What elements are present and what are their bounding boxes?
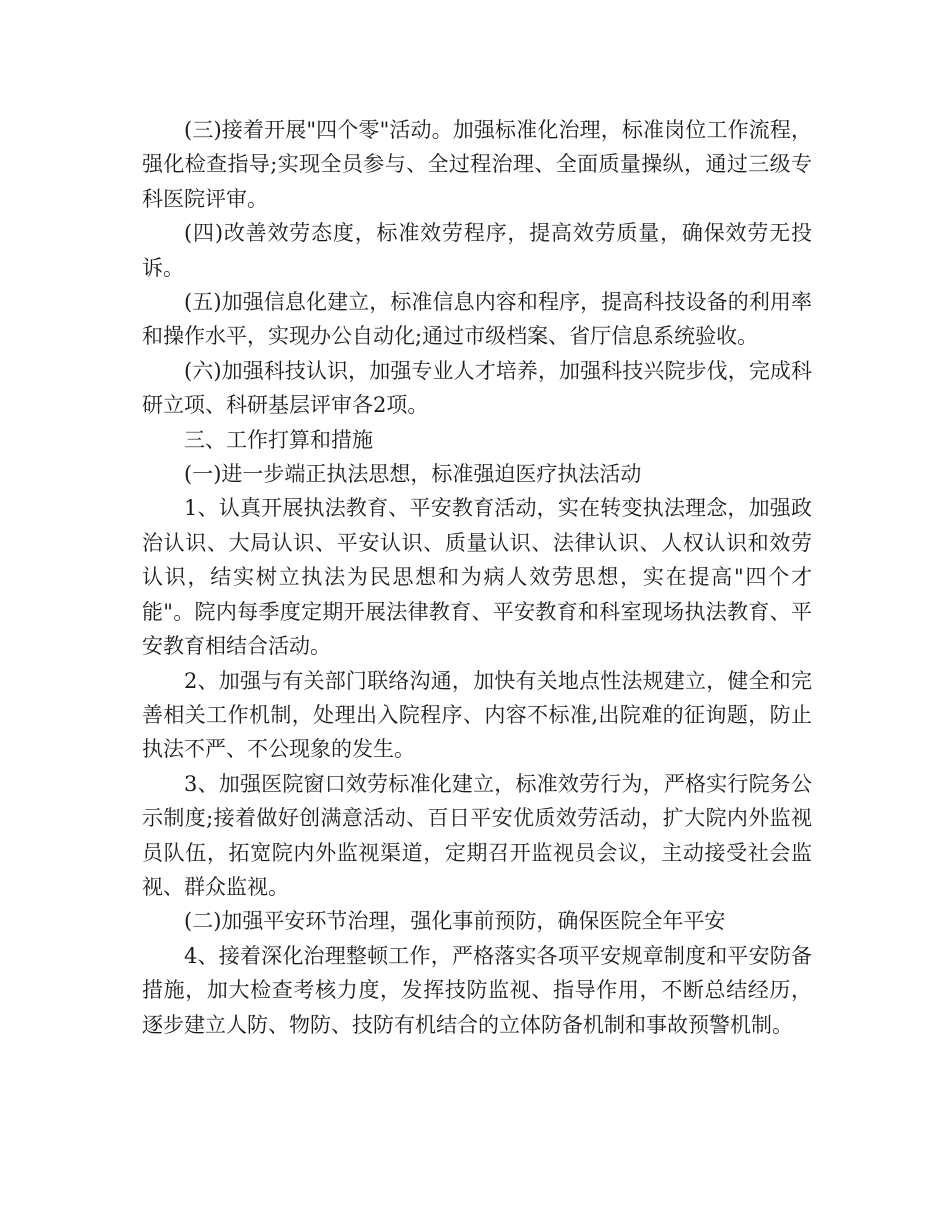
paragraph-item-2: 2、加强与有关部门联络沟通，加快有关地点性法规建立，健全和完善相关工作机制，处理出入院程序、内容不标准,出院难的征询题，防止执法不严、不公现象的发生。 bbox=[142, 668, 812, 762]
paragraph-5-section: (五)加强信息化建立，标准信息内容和程序，提高科技设备的利用率和操作水平，实现办公自动化;通过市级档案、省厅信息系统验收。 bbox=[142, 290, 812, 349]
paragraph-item-3: 3、加强医院窗口效劳标准化建立，标准效劳行为，严格实行院务公示制度;接着做好创满意活动、百日平安优质效劳活动，扩大院内外监视员队伍，拓宽院内外监视渠道，定期召开监视员会议，主动接受社会监视、群众监视。 bbox=[142, 771, 812, 899]
paragraph-item-1: 1、认真开展执法教育、平安教育活动，实在转变执法理念，加强政治认识、大局认识、平安认识、质量认识、法律认识、人权认识和效劳认识，结实树立执法为民思想和为病人效劳思想，实在提高"四个才能"。院内每季度定期开展法律教育、平安教育和科室现场执法教育、平安教育相结合活动。 bbox=[142, 496, 812, 659]
paragraph-item-4: 4、接着深化治理整顿工作，严格落实各项平安规章制度和平安防备措施，加大检查考核力度，发挥技防监视、指导作用，不断总结经历，逐步建立人防、物防、技防有机结合的立体防备机制和事故预警机制。 bbox=[142, 943, 812, 1037]
paragraph-3-section: (三)接着开展"四个零"活动。加强标准化治理，标准岗位工作流程，强化检查指导;实现全员参与、全过程治理、全面质量操纵，通过三级专科医院评审。 bbox=[142, 118, 812, 211]
paragraph-4-section: (四)改善效劳态度，标准效劳程序，提高效劳质量，确保效劳无投诉。 bbox=[142, 221, 812, 280]
subsection-heading-1: (一)进一步端正执法思想，标准强迫医疗执法活动 bbox=[184, 462, 642, 487]
section-heading-plans: 三、工作打算和措施 bbox=[184, 427, 373, 452]
paragraph-6-section: (六)加强科技认识，加强专业人才培养，加强科技兴院步伐，完成科研立项、科研基层评审各2项。 bbox=[142, 358, 812, 418]
subsection-heading-2: (二)加强平安环节治理，强化事前预防，确保医院全年平安 bbox=[184, 909, 726, 934]
document-body bbox=[142, 113, 812, 1042]
